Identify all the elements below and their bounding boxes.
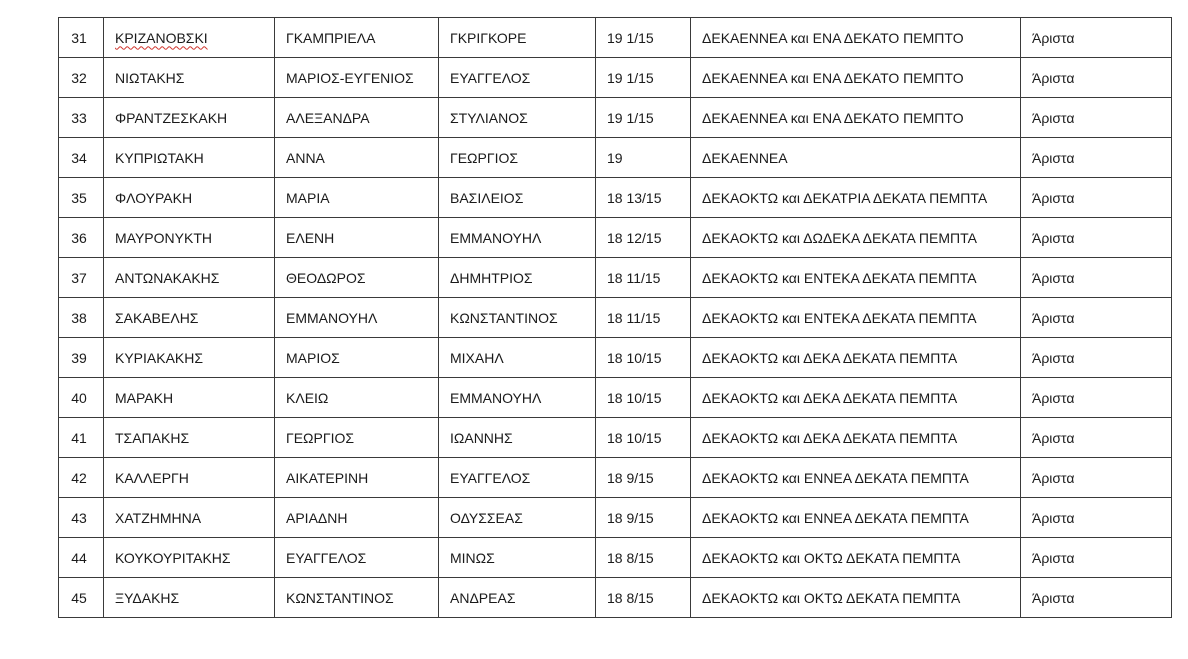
cell-number[interactable] [59, 18, 104, 58]
cell-surname-text: ΚΥΡΙΑΚΑΚΗΣ [115, 349, 204, 366]
cell-grade-words[interactable] [691, 418, 1021, 458]
cell-first-name-text: ΓΚΑΜΠΡΙΕΛΑ [286, 29, 376, 46]
cell-surname-text: ΞΥΔΑΚΗΣ [115, 589, 180, 606]
cell-grade-text: 19 1/15 [607, 109, 654, 126]
cell-number-text: 31 [71, 29, 87, 46]
cell-number-text: 32 [71, 69, 87, 86]
cell-surname[interactable] [104, 178, 275, 218]
table-body [59, 18, 1172, 618]
cell-grade-words-text: ΔΕΚΑΟΚΤΩ και ΔΕΚΑΤΡΙΑ ΔΕΚΑΤΑ ΠΕΜΠΤΑ [702, 189, 988, 206]
table-row [59, 18, 1172, 58]
cell-grade[interactable] [596, 218, 691, 258]
table-row [59, 138, 1172, 178]
table-row [59, 538, 1172, 578]
cell-father-name[interactable] [439, 218, 596, 258]
cell-surname-text: ΑΝΤΩΝΑΚΑΚΗΣ [115, 269, 220, 286]
cell-grade-words[interactable] [691, 458, 1021, 498]
cell-grade[interactable] [596, 298, 691, 338]
cell-grade-words-text: ΔΕΚΑΕΝΝΕΑ και ΕΝΑ ΔΕΚΑΤΟ ΠΕΜΠΤΟ [702, 109, 964, 126]
cell-father-name[interactable] [439, 498, 596, 538]
cell-father-name-text: ΓΚΡΙΓΚΟΡΕ [450, 29, 527, 46]
cell-number-text: 42 [71, 469, 87, 486]
cell-grade-words[interactable] [691, 498, 1021, 538]
cell-surname[interactable] [104, 58, 275, 98]
cell-father-name[interactable] [439, 178, 596, 218]
cell-grade-words-text: ΔΕΚΑΟΚΤΩ και ΕΝΝΕΑ ΔΕΚΑΤΑ ΠΕΜΠΤΑ [702, 509, 969, 526]
table-row [59, 298, 1172, 338]
cell-surname[interactable] [104, 458, 275, 498]
cell-number[interactable] [59, 538, 104, 578]
cell-number[interactable] [59, 418, 104, 458]
cell-rating[interactable] [1021, 58, 1172, 98]
cell-rating-text: Άριστα [1032, 189, 1075, 206]
cell-father-name-text: ΜΙΝΩΣ [450, 549, 495, 566]
cell-rating[interactable] [1021, 378, 1172, 418]
cell-number[interactable] [59, 218, 104, 258]
cell-grade-words-text: ΔΕΚΑΟΚΤΩ και ΟΚΤΩ ΔΕΚΑΤΑ ΠΕΜΠΤΑ [702, 589, 961, 606]
cell-rating[interactable] [1021, 338, 1172, 378]
cell-rating[interactable] [1021, 258, 1172, 298]
cell-surname-text: ΝΙΩΤΑΚΗΣ [115, 69, 185, 86]
cell-first-name-text: ΑΝΝΑ [286, 149, 325, 166]
cell-number-text: 40 [71, 389, 87, 406]
cell-grade[interactable] [596, 338, 691, 378]
cell-first-name[interactable] [275, 498, 439, 538]
cell-surname-text: ΚΡΙΖΑΝΟΒΣΚΙ [115, 29, 208, 46]
cell-surname[interactable] [104, 258, 275, 298]
cell-grade-words[interactable] [691, 138, 1021, 178]
cell-grade-words-text: ΔΕΚΑΟΚΤΩ και ΕΝΤΕΚΑ ΔΕΚΑΤΑ ΠΕΜΠΤΑ [702, 309, 977, 326]
cell-surname-text: ΣΑΚΑΒΕΛΗΣ [115, 309, 199, 326]
cell-grade-text: 18 12/15 [607, 229, 662, 246]
cell-rating-text: Άριστα [1032, 229, 1075, 246]
cell-rating[interactable] [1021, 178, 1172, 218]
cell-number-text: 36 [71, 229, 87, 246]
cell-rating[interactable] [1021, 298, 1172, 338]
cell-grade[interactable] [596, 178, 691, 218]
cell-number[interactable] [59, 178, 104, 218]
cell-grade-text: 18 10/15 [607, 389, 662, 406]
cell-surname-text: ΜΑΥΡΟΝΥΚΤΗ [115, 229, 212, 246]
cell-first-name-text: ΘΕΟΔΩΡΟΣ [286, 269, 366, 286]
cell-grade-text: 19 1/15 [607, 29, 654, 46]
cell-grade[interactable] [596, 498, 691, 538]
cell-father-name-text: ΚΩΝΣΤΑΝΤΙΝΟΣ [450, 309, 558, 326]
cell-grade[interactable] [596, 258, 691, 298]
cell-father-name-text: ΕΥΑΓΓΕΛΟΣ [450, 69, 531, 86]
cell-grade-words[interactable] [691, 58, 1021, 98]
cell-rating-text: Άριστα [1032, 69, 1075, 86]
cell-number-text: 44 [71, 549, 87, 566]
cell-father-name[interactable] [439, 138, 596, 178]
cell-father-name[interactable] [439, 378, 596, 418]
cell-surname[interactable] [104, 338, 275, 378]
table-row [59, 578, 1172, 618]
cell-number-text: 39 [71, 349, 87, 366]
cell-grade-text: 18 10/15 [607, 349, 662, 366]
cell-father-name-text: ΕΜΜΑΝΟΥΗΛ [450, 229, 542, 246]
table-row [59, 258, 1172, 298]
cell-number-text: 38 [71, 309, 87, 326]
cell-surname-text: ΚΑΛΛΕΡΓΗ [115, 469, 189, 486]
cell-number[interactable] [59, 458, 104, 498]
cell-first-name-text: ΜΑΡΙΑ [286, 189, 330, 206]
cell-first-name[interactable] [275, 378, 439, 418]
cell-grade-words-text: ΔΕΚΑΕΝΝΕΑ και ΕΝΑ ΔΕΚΑΤΟ ΠΕΜΠΤΟ [702, 69, 964, 86]
cell-grade-words-text: ΔΕΚΑΟΚΤΩ και ΔΩΔΕΚΑ ΔΕΚΑΤΑ ΠΕΜΠΤΑ [702, 229, 977, 246]
cell-grade[interactable] [596, 378, 691, 418]
cell-first-name[interactable] [275, 178, 439, 218]
cell-surname[interactable] [104, 538, 275, 578]
cell-surname[interactable] [104, 298, 275, 338]
cell-grade-words[interactable] [691, 378, 1021, 418]
cell-father-name-text: ΔΗΜΗΤΡΙΟΣ [450, 269, 533, 286]
cell-number[interactable] [59, 138, 104, 178]
cell-surname[interactable] [104, 498, 275, 538]
cell-surname-text: ΚΥΠΡΙΩΤΑΚΗ [115, 149, 204, 166]
cell-grade-text: 18 8/15 [607, 549, 654, 566]
cell-rating-text: Άριστα [1032, 429, 1075, 446]
cell-rating-text: Άριστα [1032, 509, 1075, 526]
cell-rating-text: Άριστα [1032, 349, 1075, 366]
cell-grade-text: 18 8/15 [607, 589, 654, 606]
table-row [59, 58, 1172, 98]
cell-first-name[interactable] [275, 58, 439, 98]
cell-rating-text: Άριστα [1032, 109, 1075, 126]
cell-father-name-text: ΓΕΩΡΓΙΟΣ [450, 149, 518, 166]
grades-table [58, 17, 1172, 618]
table-row [59, 338, 1172, 378]
cell-first-name-text: ΕΜΜΑΝΟΥΗΛ [286, 309, 378, 326]
cell-first-name[interactable] [275, 258, 439, 298]
cell-father-name[interactable] [439, 298, 596, 338]
cell-father-name-text: ΟΔΥΣΣΕΑΣ [450, 509, 523, 526]
cell-number-text: 41 [71, 429, 87, 446]
cell-rating[interactable] [1021, 218, 1172, 258]
cell-grade-text: 18 9/15 [607, 509, 654, 526]
cell-number[interactable] [59, 578, 104, 618]
cell-grade-text: 18 13/15 [607, 189, 662, 206]
cell-first-name[interactable] [275, 298, 439, 338]
cell-grade-words[interactable] [691, 98, 1021, 138]
cell-grade-text: 19 1/15 [607, 69, 654, 86]
cell-first-name[interactable] [275, 138, 439, 178]
cell-grade-words-text: ΔΕΚΑΟΚΤΩ και ΔΕΚΑ ΔΕΚΑΤΑ ΠΕΜΠΤΑ [702, 429, 958, 446]
cell-first-name-text: ΕΛΕΝΗ [286, 229, 335, 246]
cell-number-text: 34 [71, 149, 87, 166]
cell-surname[interactable] [104, 138, 275, 178]
cell-first-name-text: ΑΛΕΞΑΝΔΡΑ [286, 109, 370, 126]
cell-surname[interactable] [104, 98, 275, 138]
cell-surname-text: ΦΛΟΥΡΑΚΗ [115, 189, 193, 206]
cell-grade-text: 19 [607, 149, 623, 166]
cell-rating-text: Άριστα [1032, 469, 1075, 486]
cell-rating[interactable] [1021, 458, 1172, 498]
cell-grade-text: 18 11/15 [607, 269, 661, 286]
cell-first-name-text: ΜΑΡΙΟΣ-ΕΥΓΕΝΙΟΣ [286, 69, 414, 86]
cell-grade-words-text: ΔΕΚΑΕΝΝΕΑ και ΕΝΑ ΔΕΚΑΤΟ ΠΕΜΠΤΟ [702, 29, 964, 46]
cell-first-name[interactable] [275, 18, 439, 58]
cell-rating[interactable] [1021, 578, 1172, 618]
cell-father-name[interactable] [439, 418, 596, 458]
table-row [59, 98, 1172, 138]
cell-first-name[interactable] [275, 418, 439, 458]
cell-number[interactable] [59, 98, 104, 138]
cell-number-text: 33 [71, 109, 87, 126]
cell-father-name[interactable] [439, 578, 596, 618]
cell-number[interactable] [59, 498, 104, 538]
cell-grade-words[interactable] [691, 18, 1021, 58]
cell-surname[interactable] [104, 418, 275, 458]
cell-first-name[interactable] [275, 458, 439, 498]
cell-grade-words-text: ΔΕΚΑΟΚΤΩ και ΕΝΝΕΑ ΔΕΚΑΤΑ ΠΕΜΠΤΑ [702, 469, 969, 486]
cell-number-text: 35 [71, 189, 87, 206]
cell-rating-text: Άριστα [1032, 29, 1075, 46]
cell-rating[interactable] [1021, 498, 1172, 538]
cell-grade-text: 18 9/15 [607, 469, 654, 486]
cell-number[interactable] [59, 378, 104, 418]
cell-grade-words[interactable] [691, 538, 1021, 578]
cell-rating-text: Άριστα [1032, 269, 1075, 286]
cell-first-name[interactable] [275, 538, 439, 578]
cell-father-name-text: ΕΜΜΑΝΟΥΗΛ [450, 389, 542, 406]
cell-rating[interactable] [1021, 538, 1172, 578]
cell-father-name[interactable] [439, 258, 596, 298]
cell-father-name[interactable] [439, 338, 596, 378]
cell-first-name-text: ΑΙΚΑΤΕΡΙΝΗ [286, 469, 369, 486]
cell-grade-words-text: ΔΕΚΑΟΚΤΩ και ΔΕΚΑ ΔΕΚΑΤΑ ΠΕΜΠΤΑ [702, 389, 958, 406]
cell-number[interactable] [59, 58, 104, 98]
cell-father-name-text: ΒΑΣΙΛΕΙΟΣ [450, 189, 524, 206]
cell-number-text: 43 [71, 509, 87, 526]
cell-number[interactable] [59, 298, 104, 338]
cell-father-name-text: ΕΥΑΓΓΕΛΟΣ [450, 469, 531, 486]
cell-grade-text: 18 10/15 [607, 429, 662, 446]
cell-grade-words-text: ΔΕΚΑΟΚΤΩ και ΟΚΤΩ ΔΕΚΑΤΑ ΠΕΜΠΤΑ [702, 549, 961, 566]
cell-father-name[interactable] [439, 18, 596, 58]
cell-father-name-text: ΜΙΧΑΗΛ [450, 349, 504, 366]
cell-grade[interactable] [596, 98, 691, 138]
table-row [59, 378, 1172, 418]
cell-number[interactable] [59, 338, 104, 378]
cell-first-name-text: ΜΑΡΙΟΣ [286, 349, 340, 366]
cell-rating[interactable] [1021, 98, 1172, 138]
cell-grade[interactable] [596, 58, 691, 98]
cell-number-text: 37 [71, 269, 87, 286]
cell-father-name[interactable] [439, 538, 596, 578]
cell-father-name-text: ΙΩΑΝΝΗΣ [450, 429, 513, 446]
cell-number[interactable] [59, 258, 104, 298]
cell-first-name[interactable] [275, 218, 439, 258]
cell-rating-text: Άριστα [1032, 549, 1075, 566]
cell-surname[interactable] [104, 218, 275, 258]
cell-father-name[interactable] [439, 58, 596, 98]
cell-first-name-text: ΚΩΝΣΤΑΝΤΙΝΟΣ [286, 589, 394, 606]
cell-first-name-text: ΚΛΕΙΩ [286, 389, 329, 406]
cell-rating[interactable] [1021, 138, 1172, 178]
cell-rating[interactable] [1021, 418, 1172, 458]
cell-first-name-text: ΑΡΙΑΔΝΗ [286, 509, 348, 526]
table-row [59, 418, 1172, 458]
cell-surname[interactable] [104, 578, 275, 618]
cell-surname-text: ΦΡΑΝΤΖΕΣΚΑΚΗ [115, 109, 228, 126]
cell-grade-words[interactable] [691, 218, 1021, 258]
cell-first-name[interactable] [275, 578, 439, 618]
cell-grade-words-text: ΔΕΚΑΟΚΤΩ και ΔΕΚΑ ΔΕΚΑΤΑ ΠΕΜΠΤΑ [702, 349, 958, 366]
cell-grade-words[interactable] [691, 298, 1021, 338]
cell-father-name[interactable] [439, 98, 596, 138]
cell-rating-text: Άριστα [1032, 149, 1075, 166]
table-row [59, 498, 1172, 538]
cell-first-name[interactable] [275, 338, 439, 378]
cell-number-text: 45 [71, 589, 87, 606]
table-row [59, 458, 1172, 498]
cell-grade[interactable] [596, 578, 691, 618]
cell-rating-text: Άριστα [1032, 589, 1075, 606]
cell-grade[interactable] [596, 458, 691, 498]
cell-father-name[interactable] [439, 458, 596, 498]
cell-rating-text: Άριστα [1032, 309, 1075, 326]
cell-surname[interactable] [104, 378, 275, 418]
cell-surname[interactable] [104, 18, 275, 58]
cell-first-name[interactable] [275, 98, 439, 138]
cell-surname-text: ΚΟΥΚΟΥΡΙΤΑΚΗΣ [115, 549, 231, 566]
cell-grade-words[interactable] [691, 338, 1021, 378]
cell-grade-words-text: ΔΕΚΑΟΚΤΩ και ΕΝΤΕΚΑ ΔΕΚΑΤΑ ΠΕΜΠΤΑ [702, 269, 977, 286]
table-row [59, 218, 1172, 258]
cell-grade-words[interactable] [691, 578, 1021, 618]
cell-father-name-text: ΣΤΥΛΙΑΝΟΣ [450, 109, 528, 126]
cell-grade-words-text: ΔΕΚΑΕΝΝΕΑ [702, 149, 788, 166]
table-row [59, 178, 1172, 218]
cell-surname-text: ΤΣΑΠΑΚΗΣ [115, 429, 190, 446]
cell-grade-words[interactable] [691, 178, 1021, 218]
cell-surname-text: ΧΑΤΖΗΜΗΝΑ [115, 509, 202, 526]
cell-surname-text: ΜΑΡΑΚΗ [115, 389, 174, 406]
cell-grade[interactable] [596, 18, 691, 58]
cell-rating[interactable] [1021, 18, 1172, 58]
cell-first-name-text: ΕΥΑΓΓΕΛΟΣ [286, 549, 367, 566]
cell-grade-text: 18 11/15 [607, 309, 661, 326]
cell-grade[interactable] [596, 138, 691, 178]
cell-grade[interactable] [596, 538, 691, 578]
cell-father-name-text: ΑΝΔΡΕΑΣ [450, 589, 516, 606]
cell-first-name-text: ΓΕΩΡΓΙΟΣ [286, 429, 354, 446]
cell-grade[interactable] [596, 418, 691, 458]
cell-grade-words[interactable] [691, 258, 1021, 298]
cell-rating-text: Άριστα [1032, 389, 1075, 406]
